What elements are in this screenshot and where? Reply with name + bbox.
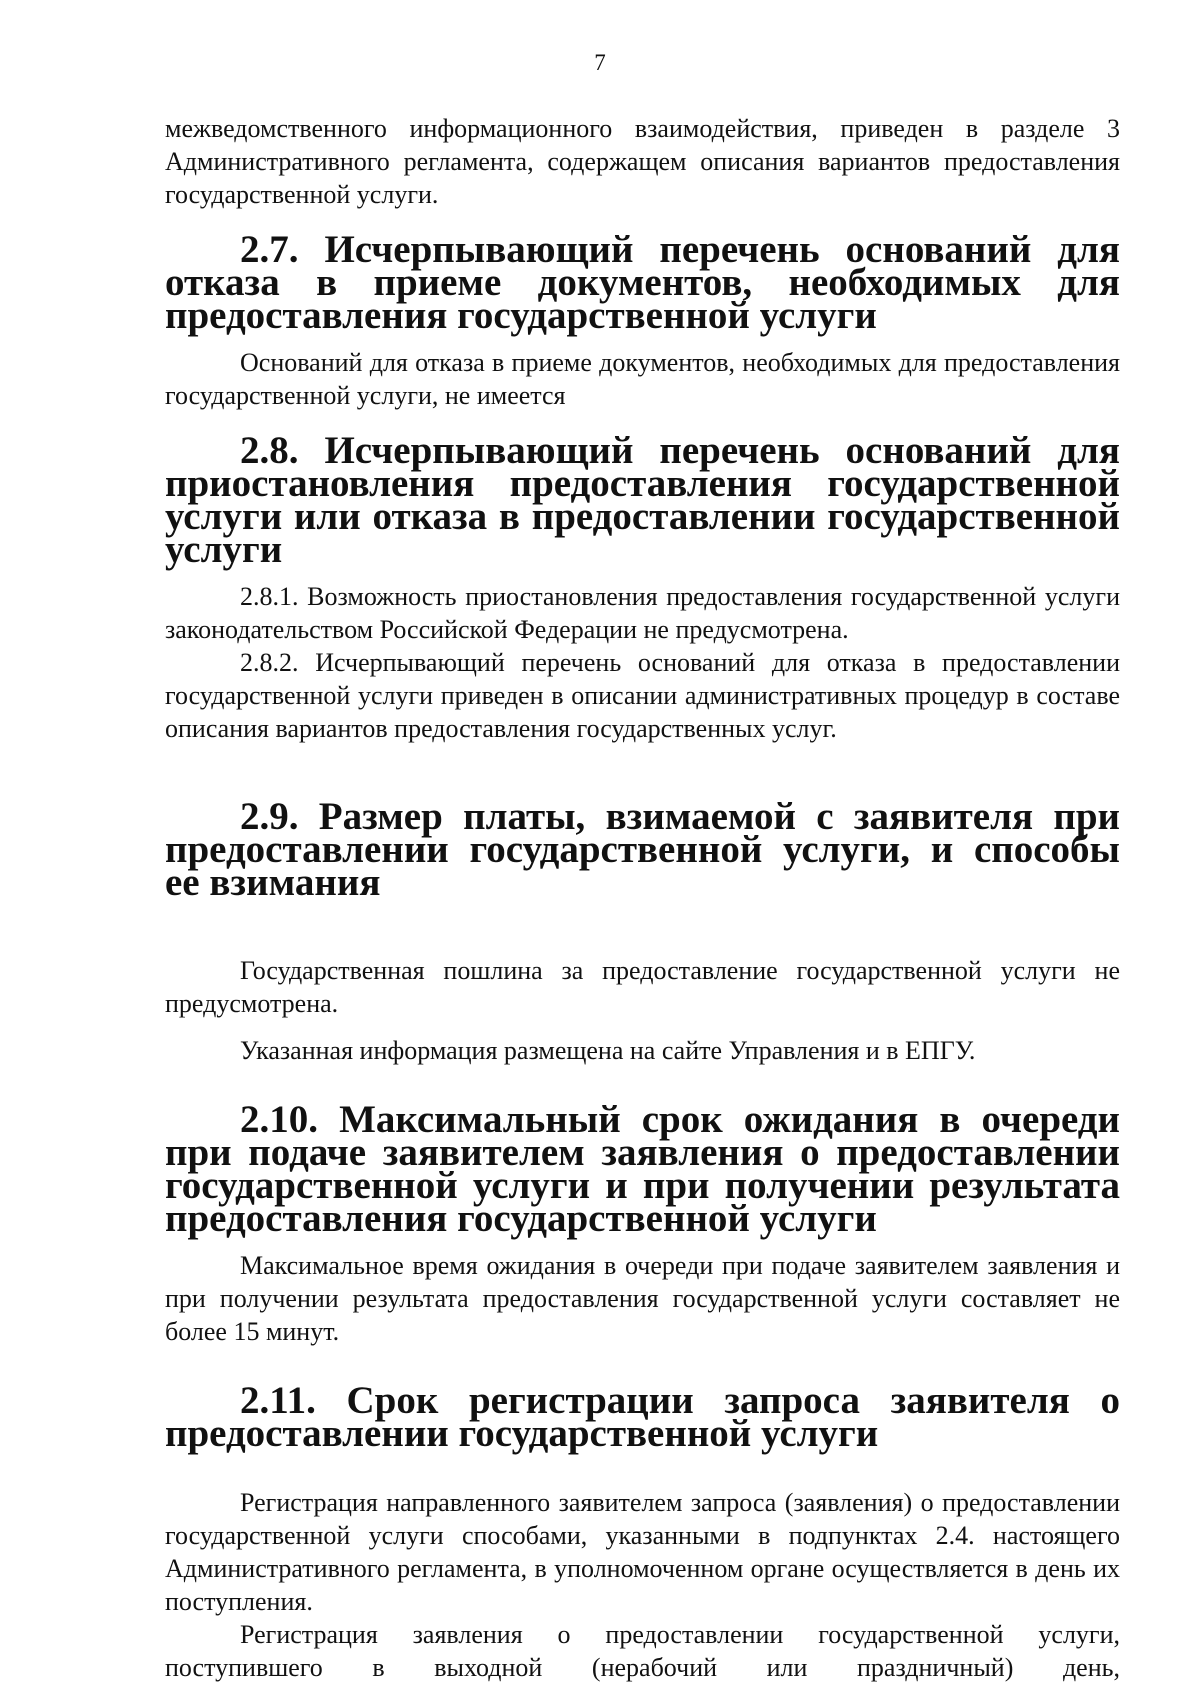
paragraph: межведомственного информационного взаимодействия, приведен в разделе 3 Административного регламента, содержащем описания вариантов предоставления государственной услуги. [165,114,1120,209]
paragraph: Указанная информация размещена на сайте Управления и в ЕПГУ. [240,1036,976,1065]
section-heading: 2.10. Максимальный срок ожидания в очереди при подаче заявителем заявления о предоставлении государственной услуги и при получении результата предоставления государственной услуги [165,1098,1120,1240]
paragraph: Регистрация заявления о предоставлении государственной услуги, поступившего в выходной (нерабочий или праздничный) день, [165,1620,1120,1682]
paragraph: Максимальное время ожидания в очереди при подаче заявителем заявления и при получении результата предоставления государственной услуги составляет не более 15 минут. [165,1251,1120,1346]
paragraph: Оснований для отказа в приеме документов, необходимых для предоставления государственной услуги, не имеется [165,348,1120,410]
paragraph: 2.8.1. Возможность приостановления предоставления государственной услуги законодательством Российской Федерации не предусмотрена. [165,582,1120,644]
section-heading: 2.11. Срок регистрации запроса заявителя о предоставлении государственной услуги [165,1379,1120,1455]
section-heading: 2.8. Исчерпывающий перечень оснований для приостановления предоставления государственной услуги или отказа в предоставлении государственной услуги [165,429,1120,571]
document-body [165,112,1120,1684]
paragraph: Государственная пошлина за предоставление государственной услуги не предусмотрена. [165,956,1120,1018]
section-heading: 2.7. Исчерпывающий перечень оснований для отказа в приеме документов, необходимых для предоставления государственной услуги [165,228,1120,337]
page-number: 7 [594,50,606,75]
section-heading: 2.9. Размер платы, взимаемой с заявителя при предоставлении государственной услуги, и способы ее взимания [165,795,1120,904]
paragraph: 2.8.2. Исчерпывающий перечень оснований для отказа в предоставлении государственной услуги приведен в описании административных процедур в составе описания вариантов предоставления государственных услуг. [165,648,1120,743]
paragraph: Регистрация направленного заявителем запроса (заявления) о предоставлении государственной услуги способами, указанными в подпунктах 2.4. настоящего Административного регламента, в уполномоченном органе осуществляется в день их поступления. [165,1488,1120,1616]
